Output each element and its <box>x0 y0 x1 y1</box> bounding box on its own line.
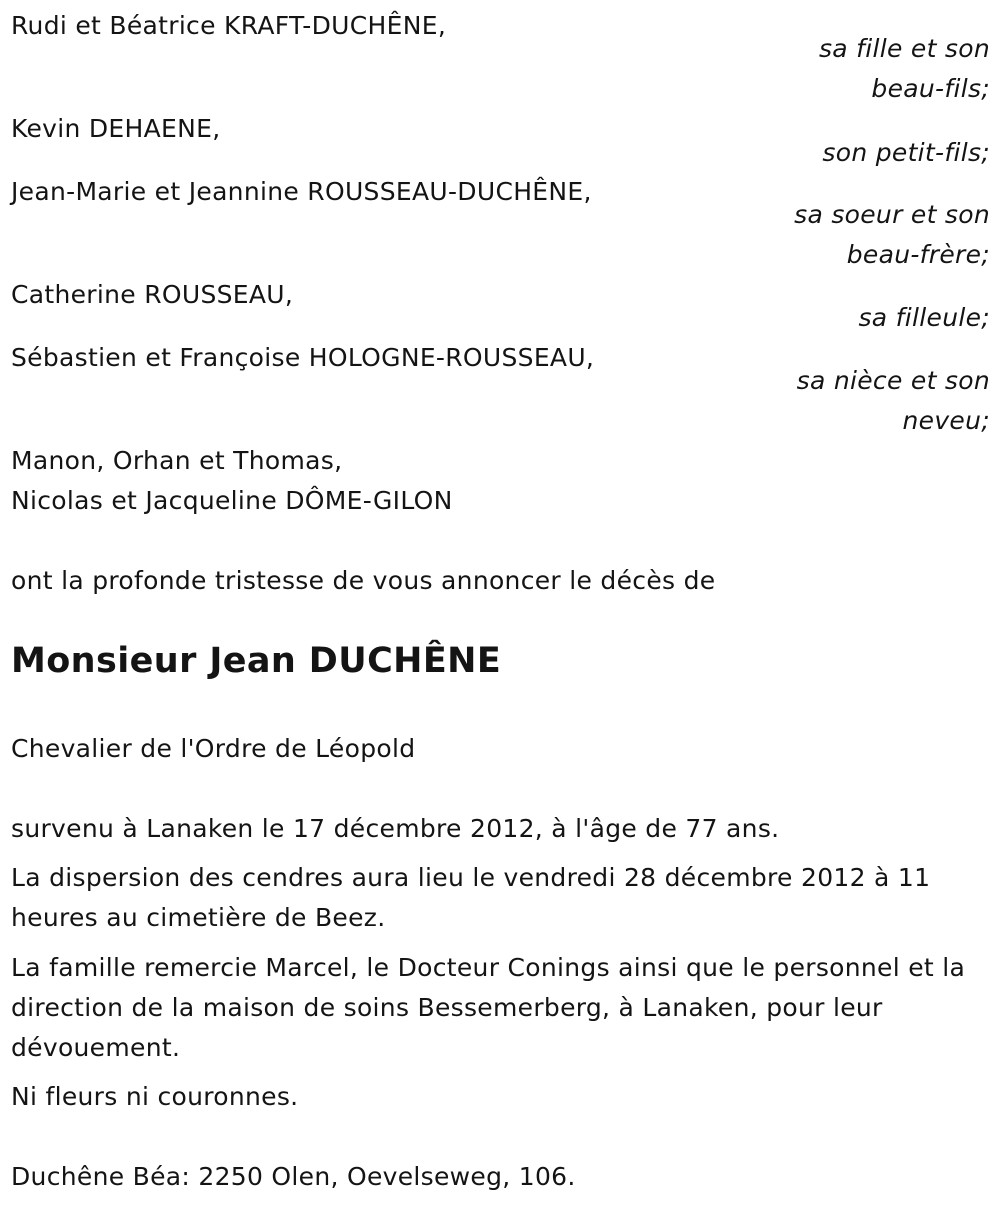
thanks-paragraph: La famille remercie Marcel, le Docteur Conings ainsi que le personnel et la direction de la maison de soins Bessemerberg, à Lanaken, pour leur dévouement. <box>11 953 966 1062</box>
relation-line: son petit-fils; <box>822 138 990 167</box>
family-name: Jean-Marie et Jeannine ROUSSEAU-DUCHÊNE, <box>11 177 592 206</box>
other-relatives-line: Nicolas et Jacqueline DÔME-GILON <box>11 486 453 515</box>
relation-line: sa soeur et son <box>794 200 990 229</box>
relation-line: sa nièce et son <box>796 366 990 395</box>
no-flowers-paragraph: Ni fleurs ni couronnes. <box>11 1082 299 1111</box>
announcement-text: ont la profonde tristesse de vous annoncer le décès de <box>11 566 716 595</box>
honor-title: Chevalier de l'Ordre de Léopold <box>11 734 416 763</box>
relation-line: sa fille et son <box>818 34 990 63</box>
deceased-name: Monsieur Jean DUCHÊNE <box>11 641 502 681</box>
relation-line: beau-frère; <box>846 240 990 269</box>
relation-line: neveu; <box>902 406 990 435</box>
relation-line: beau-fils; <box>871 74 990 103</box>
family-name: Catherine ROUSSEAU, <box>11 280 294 309</box>
family-name: Kevin DEHAENE, <box>11 114 221 143</box>
contact-address: Duchêne Béa: 2250 Olen, Oevelseweg, 106. <box>11 1162 576 1191</box>
family-name: Rudi et Béatrice KRAFT-DUCHÊNE, <box>11 11 447 40</box>
relation-line: sa filleule; <box>858 303 990 332</box>
other-relatives-line: Manon, Orhan et Thomas, <box>11 446 343 475</box>
death-details-paragraph: survenu à Lanaken le 17 décembre 2012, à l'âge de 77 ans. <box>11 814 780 843</box>
family-name: Sébastien et Françoise HOLOGNE-ROUSSEAU, <box>11 343 595 372</box>
ceremony-paragraph: La dispersion des cendres aura lieu le vendredi 28 décembre 2012 à 11 heures au cimetière de Beez. <box>11 863 931 932</box>
